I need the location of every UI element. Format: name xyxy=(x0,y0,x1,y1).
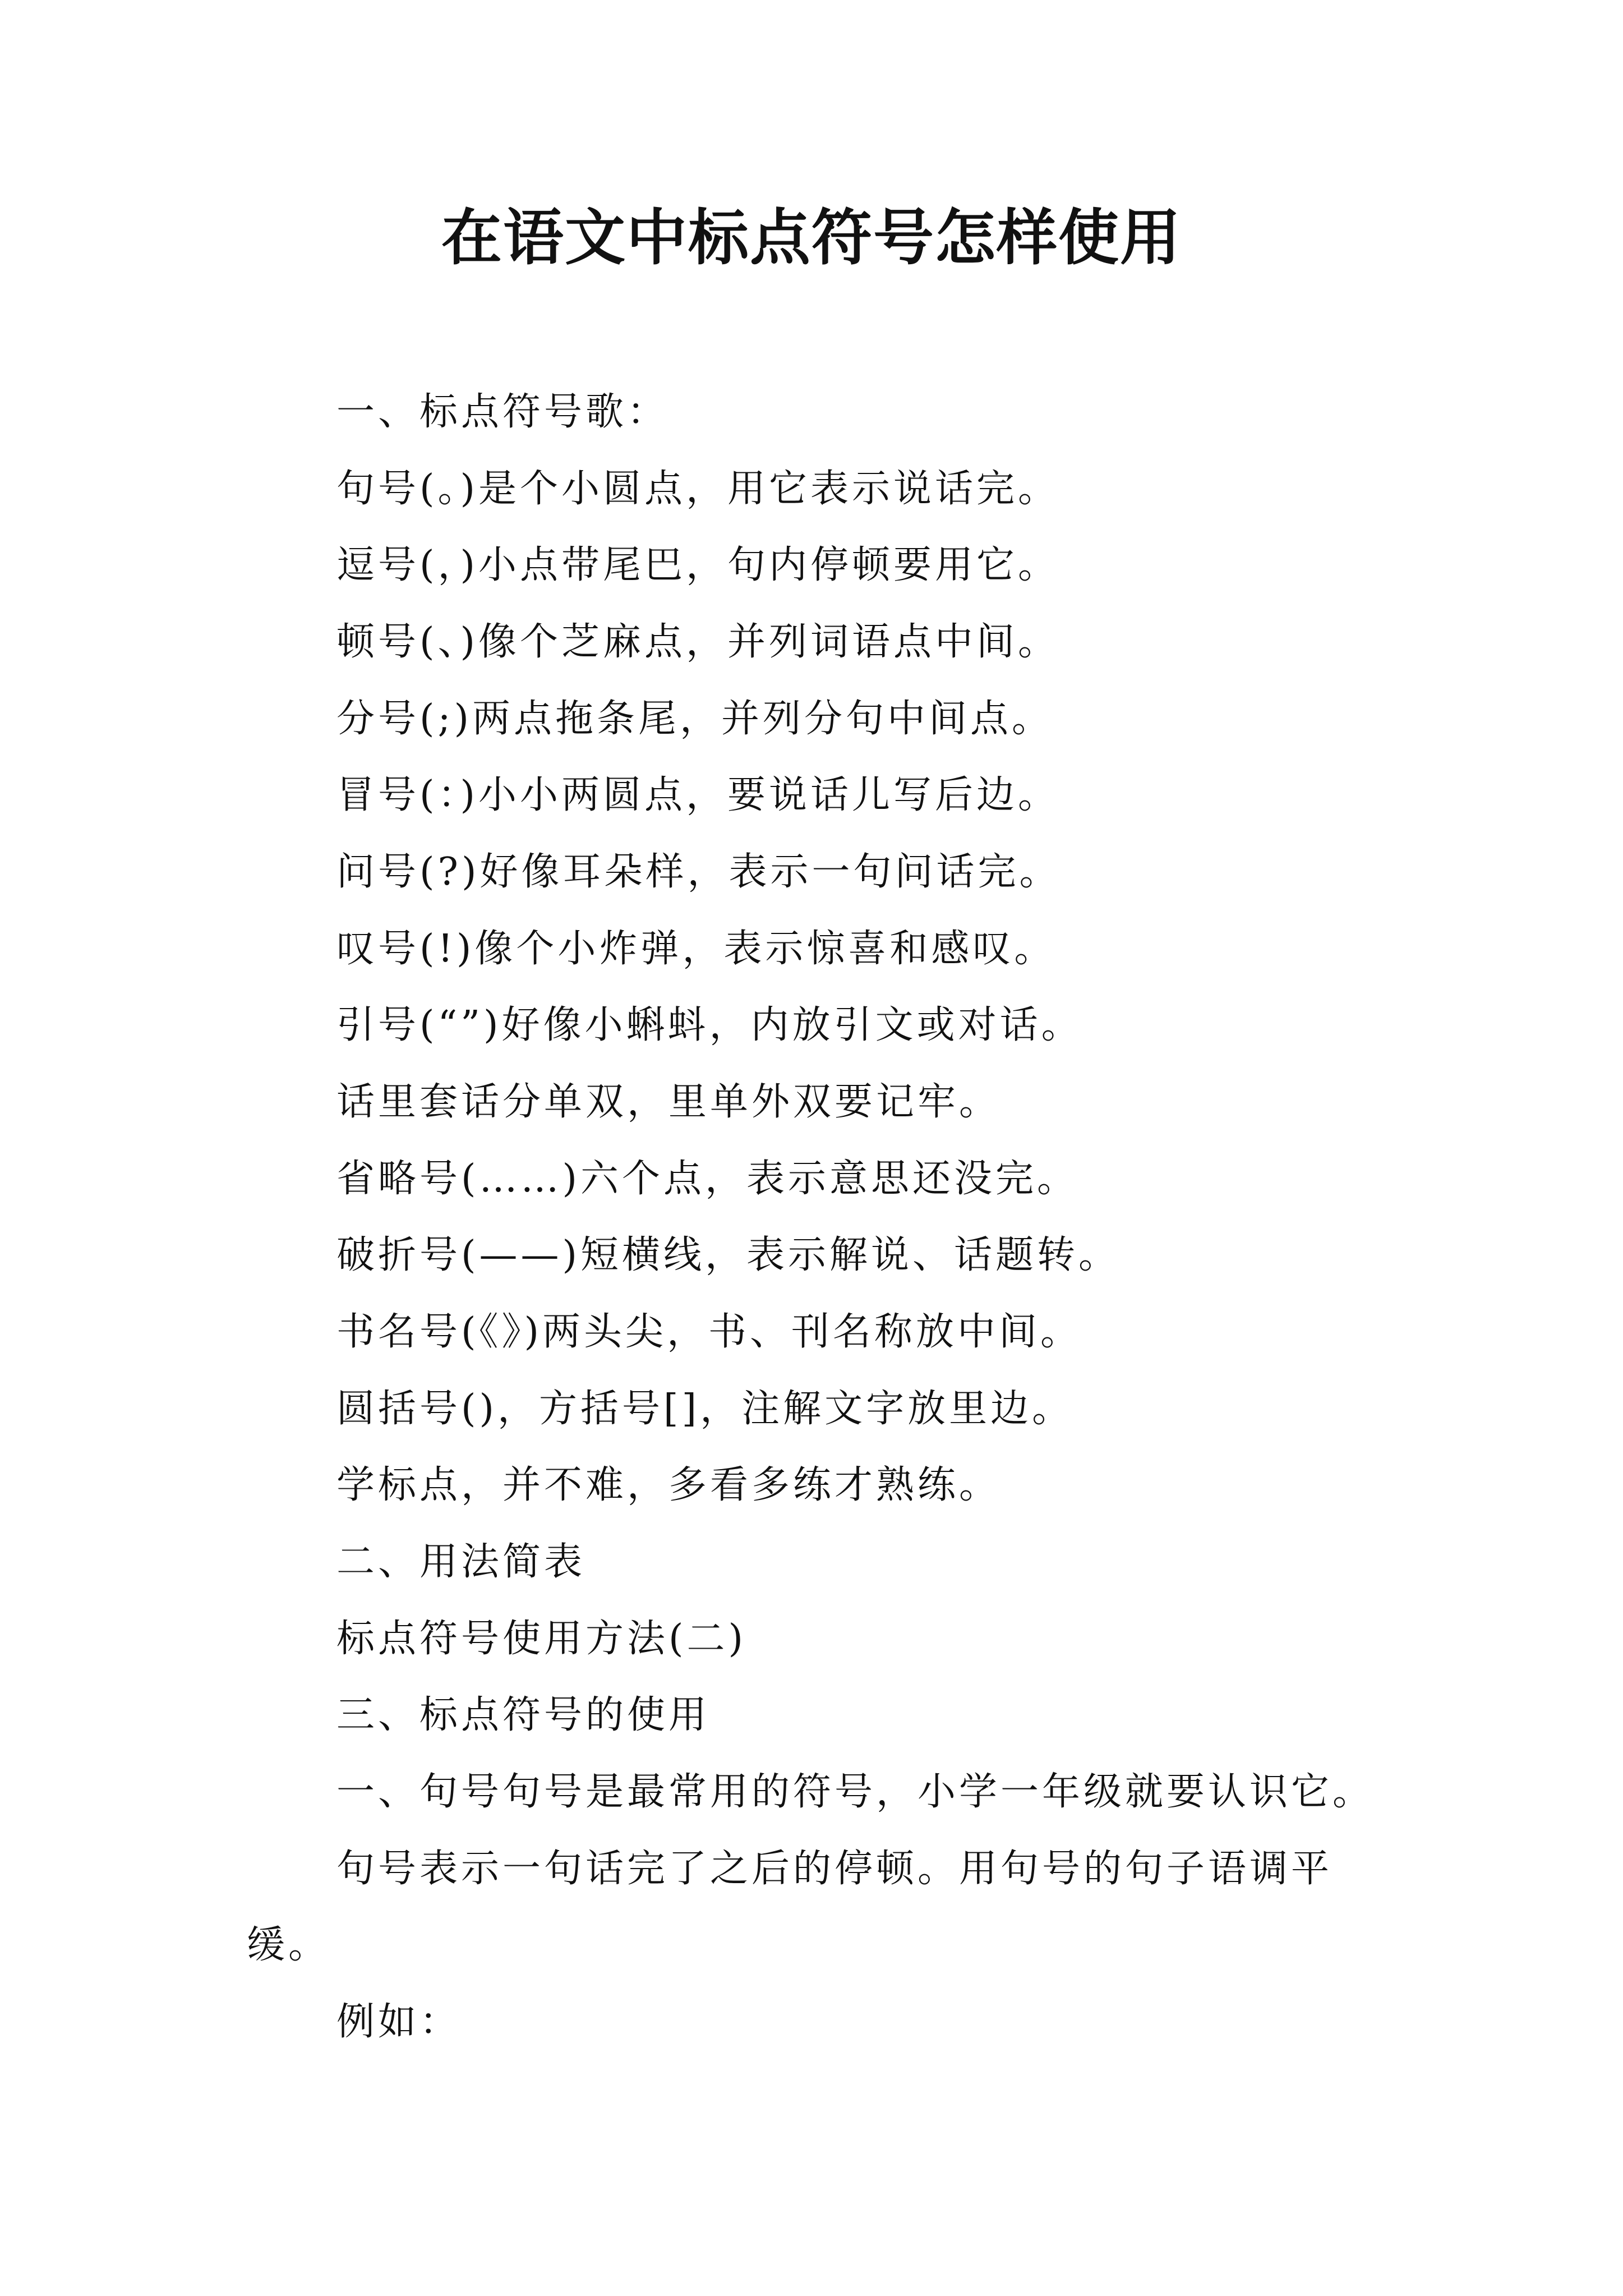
song-line-brackets: 圆括号()，方括号[]，注解文字放里边。 xyxy=(336,1387,1074,1431)
song-line-ellipsis: 省略号(……)六个点，表示意思还没完。 xyxy=(336,1157,1079,1201)
song-line-semicolon: 分号(;)两点拖条尾，并列分句中间点。 xyxy=(336,697,1053,741)
paragraph-example-label: 例如： xyxy=(336,2000,462,2044)
song-line-question-mark: 问号(?)好像耳朵样，表示一句问话完。 xyxy=(336,850,1061,894)
song-line-title-marks: 书名号(《》)两头尖，书、刊名称放中间。 xyxy=(336,1310,1082,1354)
section-heading-punctuation-use: 三、标点符号的使用 xyxy=(336,1693,711,1737)
song-line-nested-quotes: 话里套话分单双，里单外双要记牢。 xyxy=(336,1080,1001,1124)
song-line-colon: 冒号(：)小小两圆点，要说话儿写后边。 xyxy=(336,773,1060,817)
song-line-quotes: 引号(“”)好像小蝌蚪，内放引文或对话。 xyxy=(336,1003,1083,1047)
section-heading-punctuation-song: 一、标点符号歌： xyxy=(336,390,669,434)
song-line-dash: 破折号(——)短横线，表示解说、话题转。 xyxy=(336,1233,1121,1277)
paragraph-period-meaning: 句号表示一句话完了之后的停顿。用句号的句子语调平 xyxy=(336,1847,1333,1891)
document-title: 在语文中标点符号怎样使用 xyxy=(441,203,1182,273)
paragraph-period-meaning-continued: 缓。 xyxy=(247,1923,330,1967)
paragraph-period-intro: 一、句号句号是最常用的符号，小学一年级就要认识它。 xyxy=(336,1770,1375,1814)
song-line-period: 句号(。)是个小圆点，用它表示说话完。 xyxy=(336,467,1060,511)
song-line-exclamation: 叹号(!)像个小炸弹，表示惊喜和感叹。 xyxy=(336,927,1056,971)
paragraph-usage-method: 标点符号使用方法(二) xyxy=(336,1617,747,1661)
song-line-conclusion: 学标点，并不难，多看多练才熟练。 xyxy=(336,1463,1001,1507)
song-line-enumeration: 顿号(、)像个芝麻点，并列词语点中间。 xyxy=(336,620,1060,664)
section-heading-usage-table: 二、用法简表 xyxy=(336,1540,586,1584)
song-line-comma: 逗号(，)小点带尾巴，句内停顿要用它。 xyxy=(336,543,1060,587)
